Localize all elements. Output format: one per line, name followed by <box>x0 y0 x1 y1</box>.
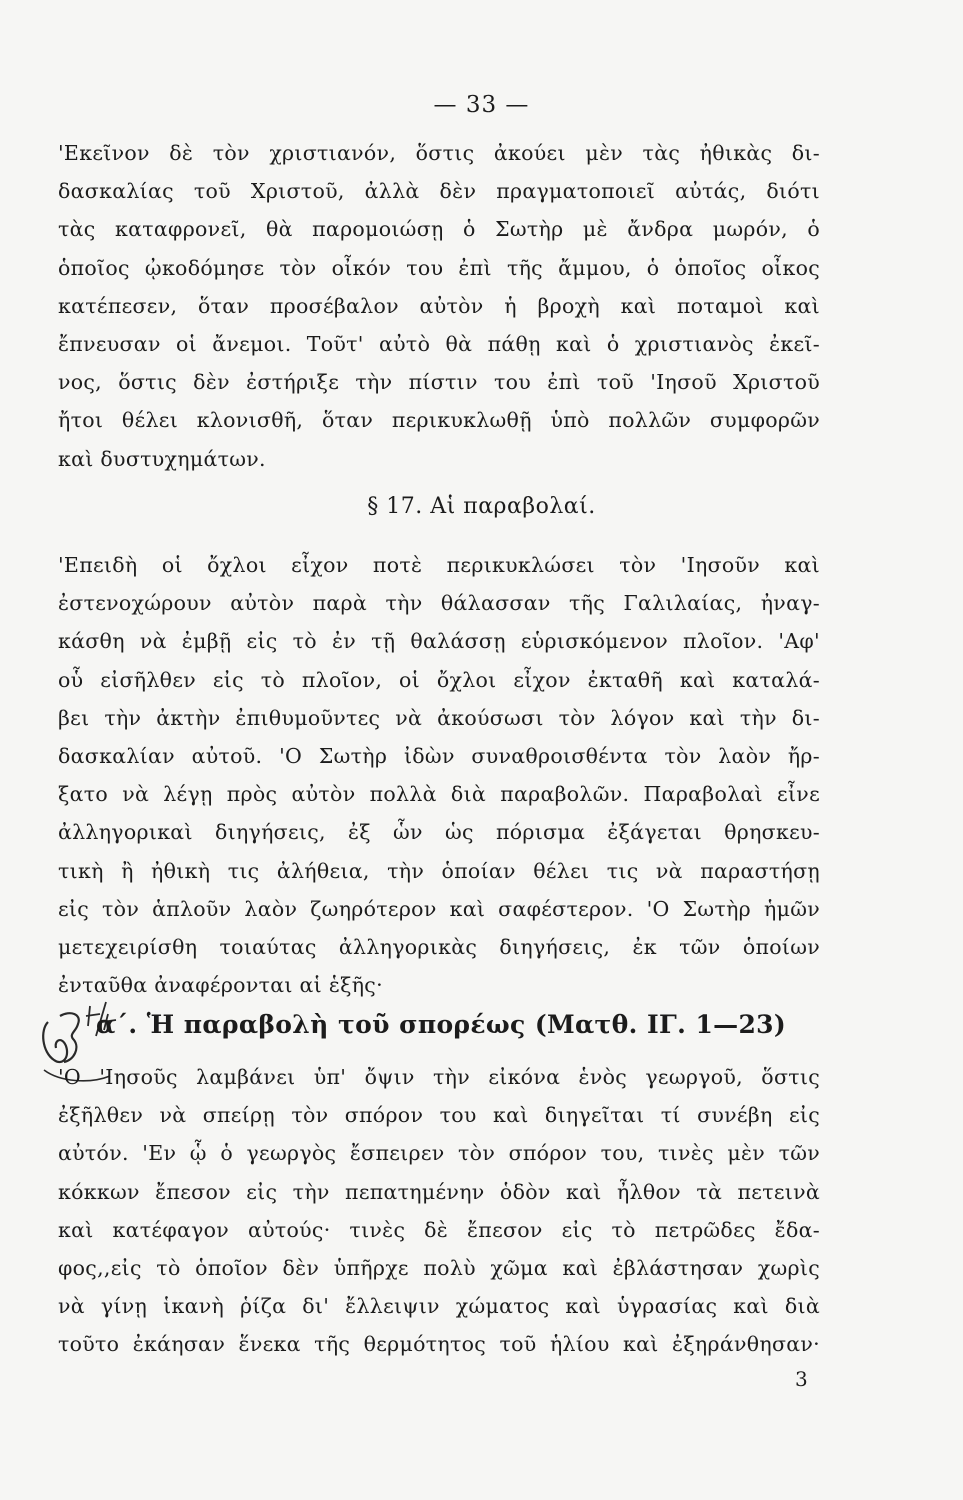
text-line: δασκαλίαν αὐτοῦ. 'Ο Σωτὴρ ἰδὼν συναθροισθέντα τὸν λαὸν ἤρ- <box>58 743 820 768</box>
text-line: καὶ κατέφαγον αὐτούς· τινὲς δὲ ἔπεσον εἰς τὸ πετρῶδες ἔδα- <box>58 1217 820 1242</box>
page-number: — 33 — <box>433 92 530 118</box>
text-line: αὐτόν. 'Εν ᾧ ὁ γεωργὸς ἔσπειρεν τὸν σπόρον του, τινὲς μὲν τῶν <box>58 1141 820 1166</box>
text-line: ἔπνευσαν οἱ ἄνεμοι. Τοῦτ' αὐτὸ θὰ πάθῃ καὶ ὁ χριστιανὸς ἐκεῖ- <box>58 331 820 356</box>
paragraph-sower <box>58 1058 820 1364</box>
text-line: νὰ γίνῃ ἱκανὴ ῥίζα δι' ἔλλειψιν χώματος καὶ ὑγρασίας καὶ διὰ <box>58 1294 820 1319</box>
text-line: ἐστενοχώρουν αὐτὸν παρὰ τὴν θάλασσαν τῆς Γαλιλαίας, ἠναγ- <box>58 591 820 616</box>
parable-heading: α΄. Ἡ παραβολὴ τοῦ σπορέως (Ματθ. ΙΓ. 1—23) <box>96 1010 786 1039</box>
text-line: ἐξῆλθεν νὰ σπείρῃ τὸν σπόρον του καὶ διηγεῖται τί συνέβη εἰς <box>58 1103 820 1128</box>
text-line: τοῦτο ἐκάησαν ἕνεκα τῆς θερμότητος τοῦ ἡλίου καὶ ἐξηράνθησαν· <box>58 1332 820 1357</box>
text-line: ἤτοι θέλει κλονισθῆ, ὅταν περικυκλωθῇ ὑπὸ πολλῶν συμφορῶν <box>58 408 820 433</box>
handwritten-stroke <box>43 1022 67 1062</box>
text-line: βει τὴν ἀκτὴν ἐπιθυμοῦντες νὰ ἀκούσωσι τὸν λόγον καὶ τὴν δι- <box>58 705 820 730</box>
handwritten-stroke <box>60 1013 79 1062</box>
text-line: καὶ δυστυχημάτων. <box>58 446 266 471</box>
signature-mark: 3 <box>795 1367 808 1391</box>
text-line: μετεχειρίσθη τοιαύτας ἀλληγορικὰς διηγήσεις, ἐκ τῶν ὁποίων <box>58 934 820 959</box>
text-line: οὗ εἰσῆλθεν εἰς τὸ πλοῖον, οἱ ὄχλοι εἶχον ἐκταθῆ καὶ καταλά- <box>58 667 820 692</box>
text-line: κατέπεσεν, ὅταν προσέβαλον αὐτὸν ἡ βροχὴ καὶ ποταμοὶ καὶ <box>58 293 820 318</box>
paragraph-parables-intro <box>58 546 820 1004</box>
text-line: νος, ὅστις δὲν ἐστήριξε τὴν πίστιν του ἐπὶ τοῦ 'Ιησοῦ Χριστοῦ <box>58 370 820 395</box>
text-line: 'Εκεῖνον δὲ τὸν χριστιανόν, ὅστις ἀκούει μὲν τὰς ἠθικὰς δι- <box>58 141 820 165</box>
text-line: ἐνταῦθα ἀναφέρονται αἱ ἑξῆς· <box>58 973 383 998</box>
text-line: τικὴ ἢ ἠθικὴ τις ἀλήθεια, τὴν ὁποίαν θέλει τις νὰ παραστήσῃ <box>58 858 820 883</box>
text-line: 'Ο 'Ιησοῦς λαμβάνει ὑπ' ὄψιν τὴν εἰκόνα ἑνὸς γεωργοῦ, ὅστις <box>58 1065 820 1089</box>
text-line: εἰς τὸν ἁπλοῦν λαὸν ζωηρότερον καὶ σαφέστερον. 'Ο Σωτὴρ ἡμῶν <box>58 896 820 921</box>
text-line: ἀλληγορικαὶ διηγήσεις, ἐξ ὧν ὡς πόρισμα ἐξάγεται θρησκευ- <box>58 820 820 845</box>
text-line: δασκαλίας τοῦ Χριστοῦ, ἀλλὰ δὲν πραγματοποιεῖ αὐτάς, διότι <box>58 179 820 204</box>
text-line: κόκκων ἔπεσον εἰς τὴν πεπατημένην ὁδὸν καὶ ἦλθον τὰ πετεινὰ <box>58 1179 820 1204</box>
text-line: φος,,εἰς τὸ ὁποῖον δὲν ὑπῆρχε πολὺ χῶμα καὶ ἐβλάστησαν χωρὶς <box>58 1255 820 1280</box>
text-line: τὰς καταφρονεῖ, θὰ παρομοιώσῃ ὁ Σωτὴρ μὲ ἄνδρα μωρόν, ὁ <box>58 217 820 242</box>
text-line: κάσθη νὰ ἐμβῇ εἰς τὸ ἐν τῇ θαλάσσῃ εὑρισκόμενον πλοῖον. 'Αφ' <box>58 629 820 654</box>
text-line: ὁποῖος ᾠκοδόμησε τὸν οἶκόν του ἐπὶ τῆς ἄμμου, ὁ ὁποῖος οἶκος <box>58 255 820 280</box>
text-line: ξατο νὰ λέγῃ πρὸς αὐτὸν πολλὰ διὰ παραβολῶν. Παραβολαὶ εἶνε <box>58 782 820 807</box>
paragraph-christian-fool <box>58 134 820 478</box>
text-line: 'Επειδὴ οἱ ὄχλοι εἶχον ποτὲ περικυκλώσει τὸν 'Ιησοῦν καὶ <box>58 553 820 577</box>
section-heading: § 17. Αἱ παραβολαί. <box>367 494 596 519</box>
